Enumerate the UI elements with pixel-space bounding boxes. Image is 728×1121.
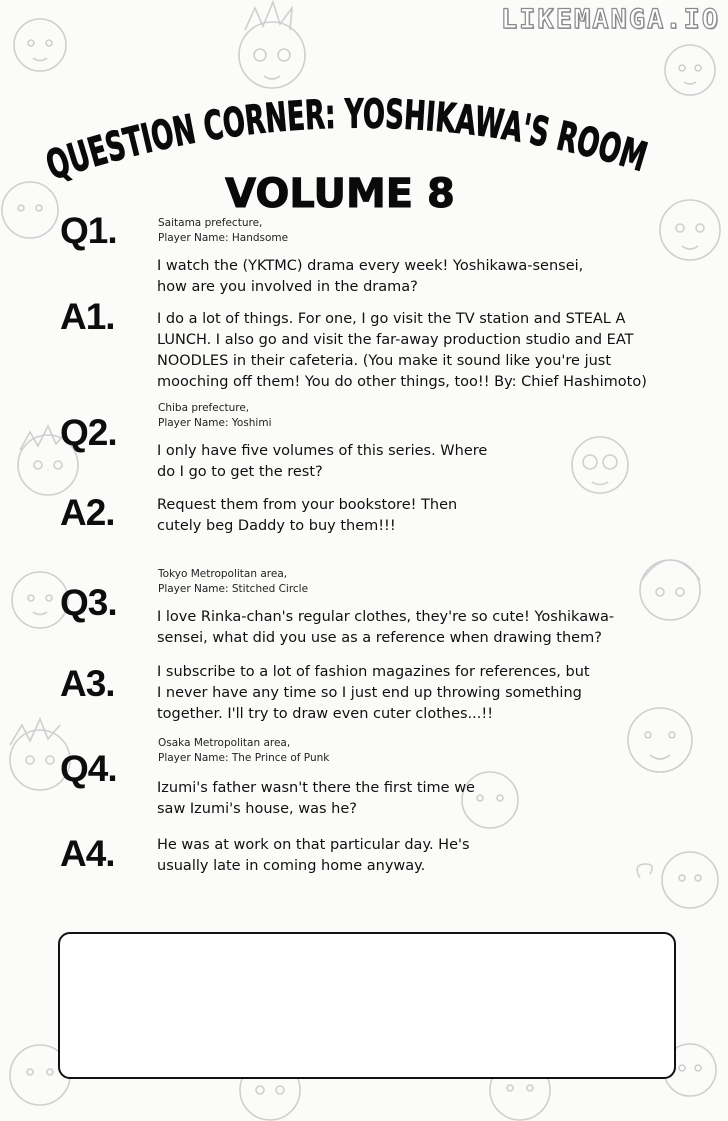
asker-player-name: Player Name: Yoshimi xyxy=(158,417,272,429)
text-line: Request them from your bookstore! Then xyxy=(157,497,458,513)
text-line: I only have five volumes of this series. Where xyxy=(157,443,488,459)
q3-question xyxy=(157,607,717,649)
asker-player-name: Player Name: The Prince of Punk xyxy=(158,752,330,764)
text-line: I never have any time so I just end up throwing something xyxy=(157,685,582,701)
asker-location: Tokyo Metropolitan area, xyxy=(158,568,288,580)
q4-asker xyxy=(158,736,329,766)
asker-location: Chiba prefecture, xyxy=(158,402,250,414)
empty-note-box xyxy=(58,932,676,1079)
text-line: He was at work on that particular day. He's xyxy=(157,837,470,853)
a2-label: A2. xyxy=(60,492,115,533)
a4-answer xyxy=(157,835,717,877)
text-line: I love Rinka-chan's regular clothes, they're so cute! Yoshikawa- xyxy=(157,609,615,625)
q1-label: Q1. xyxy=(60,210,117,251)
page-title xyxy=(0,95,728,220)
text-line: I subscribe to a lot of fashion magazines for references, but xyxy=(157,664,590,680)
text-line: usually late in coming home anyway. xyxy=(157,858,426,874)
doodle-face-topright xyxy=(665,45,715,95)
text-line: NOODLES in their cafeteria. (You make it sound like you're just xyxy=(157,353,612,369)
q1-question xyxy=(157,256,717,298)
text-line: sensei, what did you use as a reference when drawing them? xyxy=(157,630,602,646)
a2-answer xyxy=(157,495,717,537)
text-line: how are you involved in the drama? xyxy=(157,279,418,295)
a3-label: A3. xyxy=(60,663,115,704)
doodle-face-top xyxy=(239,2,305,88)
asker-player-name: Player Name: Stitched Circle xyxy=(158,583,309,595)
text-line: cutely beg Daddy to buy them!!! xyxy=(157,518,396,534)
text-line: together. I'll try to draw even cuter clothes...!! xyxy=(157,706,494,722)
q3-label: Q3. xyxy=(60,582,117,623)
q2-question xyxy=(157,441,717,483)
a1-answer xyxy=(157,309,717,393)
text-line: Izumi's father wasn't there the first time we xyxy=(157,780,475,796)
a3-answer xyxy=(157,662,717,725)
text-line: I watch the (YKTMC) drama every week! Yoshikawa-sensei, xyxy=(157,258,584,274)
text-line: mooching off them! You do other things, too!! By: Chief Hashimoto) xyxy=(157,374,647,390)
text-line: LUNCH. I also go and visit the far-away production studio and EAT xyxy=(157,332,634,348)
text-line: saw Izumi's house, was he? xyxy=(157,801,357,817)
text-line: do I go to get the rest? xyxy=(157,464,323,480)
doodle-face-topleft xyxy=(14,19,66,71)
q1-asker xyxy=(158,216,288,246)
text-line: I do a lot of things. For one, I go visit the TV station and STEAL A xyxy=(157,311,626,327)
site-watermark: LIKEMANGA.IO xyxy=(500,4,720,35)
q2-label: Q2. xyxy=(60,412,117,453)
a1-label: A1. xyxy=(60,296,115,337)
asker-location: Osaka Metropolitan area, xyxy=(158,737,291,749)
q4-label: Q4. xyxy=(60,748,117,789)
q4-question xyxy=(157,778,717,820)
a4-label: A4. xyxy=(60,833,115,874)
asker-player-name: Player Name: Handsome xyxy=(158,232,289,244)
asker-location: Saitama prefecture, xyxy=(158,217,263,229)
title-line1: QUESTION CORNER: YOSHIKAWA'S ROOM xyxy=(40,95,666,190)
title-line2: VOLUME 8 xyxy=(225,171,455,217)
q3-asker xyxy=(158,567,308,597)
q2-asker xyxy=(158,401,272,431)
